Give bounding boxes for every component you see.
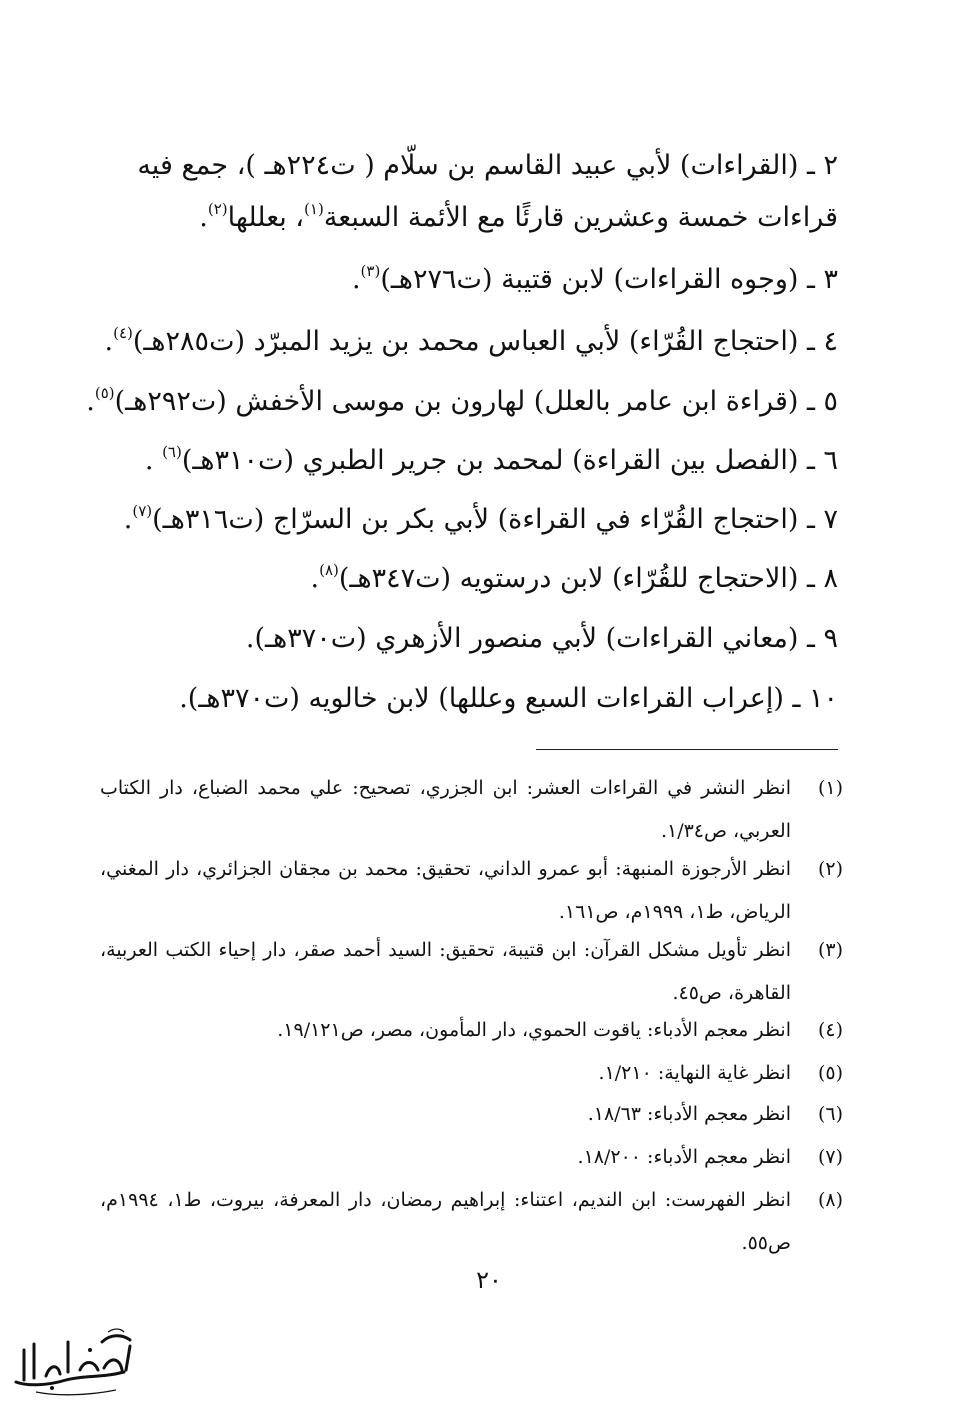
footnote-8 [100,1179,843,1265]
main-item-6 [100,443,838,479]
main-item-3-text: ٣ ـ (وجوه القراءات) لابن قتيبة (ت٢٧٦هـ) [380,264,838,295]
footnote-text: انظر معجم الأدباء: ياقوت الحموي، دار المأمون، مصر، ص١٩/١٢١. [277,1019,791,1041]
footnote-2 [100,848,843,934]
footnote-3 [100,929,843,1015]
footnote-number: (١) [817,777,843,799]
footnote-number: (٢) [817,858,843,880]
footnote-number: (٨) [817,1189,843,1211]
main-item-7-end: . [123,504,133,535]
footnote-number: (٤) [817,1019,843,1041]
footnote-number: (٣) [817,939,843,961]
main-item-8 [100,561,838,597]
main-item-7-text: ٧ ـ (احتجاج القُرّاء في القراءة) لأبي بكر بن السرّاج (ت٣١٦هـ) [152,504,838,535]
footnote-ref-3[interactable]: (٣) [360,262,381,280]
main-item-4 [100,324,838,360]
main-item-5 [86,384,838,420]
main-item-3 [100,262,838,298]
main-item-9-text: ٩ ـ (معاني القراءات) لأبي منصور الأزهري (ت٣٧٠هـ). [245,623,838,654]
calligraphy-stamp-logo [6,1320,146,1400]
main-item-4-end: . [104,326,114,357]
footnote-ref-1[interactable]: (١) [304,200,324,218]
footnote-text: انظر غاية النهاية: ١/٢١٠. [598,1062,791,1084]
main-item-5-text: ٥ ـ (قراءة ابن عامر بالعلل) لهارون بن موسى الأخفش (ت٢٩٢هـ) [114,386,838,417]
main-item-2-line-1 [137,148,838,184]
footnote-separator [536,749,838,750]
footnote-4 [100,1009,843,1052]
main-item-10-text: ١٠ ـ (إعراب القراءات السبع وعللها) لابن خالويه (ت٣٧٠هـ). [179,683,838,714]
main-item-6-end: . [144,445,163,476]
main-item-7 [100,502,838,538]
footnote-ref-2[interactable]: (٢) [207,200,228,218]
main-item-2-line-2 [100,200,838,236]
main-item-8-end: . [310,563,320,594]
main-item-5-end: . [86,386,95,417]
main-item-2-text-cont: قراءات خمسة وعشرين قارئًا مع الأئمة السبعة [323,202,838,233]
main-item-6-text: ٦ ـ (الفصل بين القراءة) لمحمد بن جرير الطبري (ت٣١٠هـ) [181,445,838,476]
main-item-8-text: ٨ ـ (الاحتجاج للقُرّاء) لابن درستويه (ت٣٤٧هـ) [338,563,838,594]
footnote-ref-7[interactable]: (٧) [132,502,153,520]
footnote-ref-5[interactable]: (٥) [94,384,115,402]
main-item-2-end: . [199,202,208,233]
page-number: ٢٠ [476,1266,502,1294]
footnote-text: انظر النشر في القراءات العشر: ابن الجزري، تصحيح: علي محمد الضباع، دار الكتاب العربي، ص١/٣٤. [100,777,791,842]
footnote-text: انظر الفهرست: ابن النديم، اعتناء: إبراهيم رمضان، دار المعرفة، بيروت، ط١، ١٩٩٤م، ص٥٥. [100,1189,791,1254]
footnote-number: (٥) [817,1062,843,1084]
main-item-4-text: ٤ ـ (احتجاج القُرّاء) لأبي العباس محمد بن يزيد المبرّد (ت٢٨٥هـ) [132,326,838,357]
main-item-2-text: ٢ ـ (القراءات) لأبي عبيد القاسم بن سلّام ( ت٢٢٤هـ )، جمع فيه [137,150,838,181]
footnote-ref-6[interactable]: (٦) [162,443,182,461]
main-item-10 [100,681,838,717]
footnote-6 [100,1093,843,1136]
footnote-text: انظر تأويل مشكل القرآن: ابن قتيبة، تحقيق: السيد أحمد صقر، دار إحياء الكتب العربية، القاهرة، ص٤٥. [100,939,791,1004]
footnote-text: انظر الأرجوزة المنبهة: أبو عمرو الداني، تحقيق: محمد بن مجقان الجزائري، دار المغني، الرياض، ط١، ١٩٩٩م، ص١٦١. [100,858,791,923]
footnote-1 [100,767,843,853]
footnote-5 [100,1052,843,1095]
footnote-text: انظر معجم الأدباء: ١٨/٢٠٠. [577,1146,791,1168]
main-item-2-text-mid: ، بعللها [227,202,305,233]
footnote-text: انظر معجم الأدباء: ١٨/٦٣. [587,1103,791,1125]
footnote-ref-8[interactable]: (٨) [319,561,339,579]
footnote-ref-4[interactable]: (٤) [113,324,133,342]
footnote-7 [100,1136,843,1179]
main-item-3-end: . [351,264,361,295]
footnote-number: (٧) [817,1146,843,1168]
footnote-number: (٦) [817,1103,843,1125]
main-item-9 [100,621,838,657]
